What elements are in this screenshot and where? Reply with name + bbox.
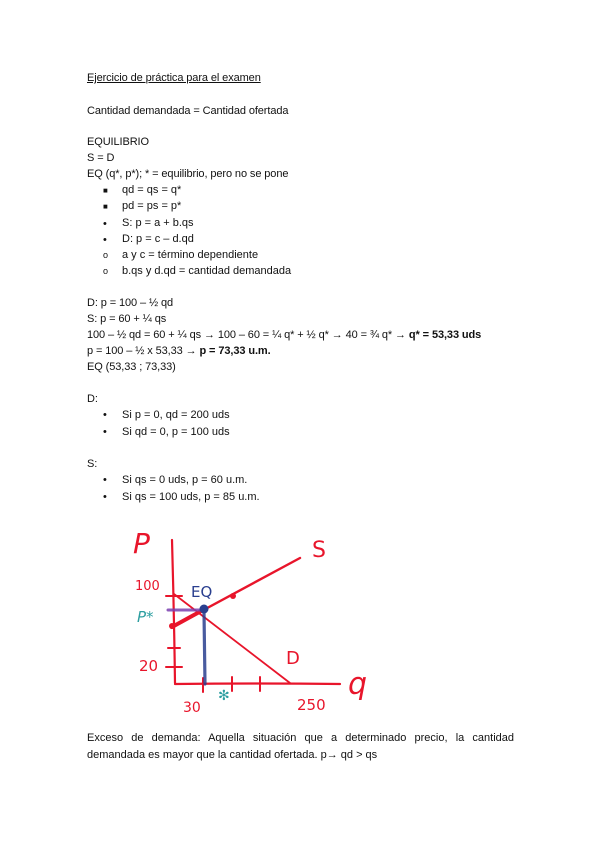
bullet-dot: • bbox=[103, 491, 107, 503]
supply-equation: S: p = 60 + ¼ qs bbox=[87, 313, 167, 325]
calc-steps: 100 – ½ qd = 60 + ¼ qs → 100 – 60 = ¼ q* + ½ q* → 40 = ¾ q* → bbox=[87, 329, 406, 341]
conclusion-paragraph bbox=[87, 730, 514, 764]
demand-equation: D: p = 100 – ½ qd bbox=[87, 297, 174, 309]
bullet-square: ■ bbox=[103, 202, 108, 211]
demand-label-d: D bbox=[286, 648, 300, 669]
eq-quantity-guide bbox=[204, 612, 205, 684]
demand-label: D: bbox=[87, 393, 98, 405]
tick-label-30: 30 bbox=[183, 700, 201, 716]
bullet-dot: • bbox=[103, 218, 107, 230]
eq-point: EQ (53,33 ; 73,33) bbox=[87, 361, 176, 373]
supply-intercept-point bbox=[169, 623, 175, 629]
equilibrio-heading: EQUILIBRIO bbox=[87, 136, 149, 148]
demand-item-1: Si p = 0, qd = 200 uds bbox=[122, 409, 230, 421]
calc-result: q* = 53,33 uds bbox=[408, 329, 482, 341]
tick-label-250: 250 bbox=[297, 696, 326, 714]
y-axis-label: P bbox=[133, 527, 150, 560]
eq-sub-bullet-1: a y c = término dependiente bbox=[122, 249, 259, 261]
supply-item-2: Si qs = 100 uds, p = 85 u.m. bbox=[122, 491, 260, 503]
eq-sub-bullet-2: b.qs y d.qd = cantidad demandada bbox=[122, 265, 292, 277]
bullet-dot: • bbox=[103, 409, 107, 421]
bullet-dot: • bbox=[103, 474, 107, 486]
exercise-title: Ejercicio de práctica para el examen bbox=[87, 72, 261, 84]
eq-point-marker bbox=[200, 605, 209, 614]
eq-bullet-1: qd = qs = q* bbox=[122, 184, 182, 196]
s-equals-d: S = D bbox=[87, 152, 115, 164]
x-axis bbox=[175, 684, 340, 685]
eq-definition: EQ (q*, p*); * = equilibrio, pero no se pone bbox=[87, 168, 289, 180]
pstar-label: P* bbox=[137, 608, 154, 626]
eq-bullet-3: S: p = a + b.qs bbox=[122, 217, 194, 229]
demand-item-2: Si qd = 0, p = 100 uds bbox=[122, 426, 230, 438]
bullet-dot: • bbox=[103, 234, 107, 246]
bullet-dot: • bbox=[103, 426, 107, 438]
eq-label: EQ bbox=[191, 583, 213, 601]
supply-label: S: bbox=[87, 458, 98, 470]
bullet-square: ■ bbox=[103, 186, 108, 195]
qstar-asterisk: ✻ bbox=[218, 688, 230, 704]
supply-label-s: S bbox=[312, 538, 326, 563]
conclusion-tail: p→ qd > qs bbox=[320, 749, 378, 761]
tick-label-100: 100 bbox=[135, 579, 160, 594]
bullet-circle: o bbox=[103, 266, 109, 276]
eq-bullet-4: D: p = c – d.qd bbox=[122, 233, 194, 245]
x-axis-label: q bbox=[348, 667, 368, 702]
supply-point bbox=[230, 593, 236, 599]
intro-line: Cantidad demandada = Cantidad ofertada bbox=[87, 105, 289, 117]
bullet-circle: o bbox=[103, 250, 109, 260]
price-result: p = 73,33 u.m. bbox=[199, 345, 271, 357]
price-steps: p = 100 – ½ x 53,33 → bbox=[87, 345, 197, 357]
supply-line-thick bbox=[172, 610, 203, 627]
supply-item-1: Si qs = 0 uds, p = 60 u.m. bbox=[122, 474, 248, 486]
demand-line bbox=[174, 594, 290, 683]
conclusion-text: Exceso de demanda: Aquella situación que a determinado precio, la cantidad demandada es mayor que la cantidad ofertada. bbox=[87, 732, 514, 761]
eq-bullet-2: pd = ps = p* bbox=[122, 200, 182, 212]
tick-label-20: 20 bbox=[139, 657, 159, 675]
